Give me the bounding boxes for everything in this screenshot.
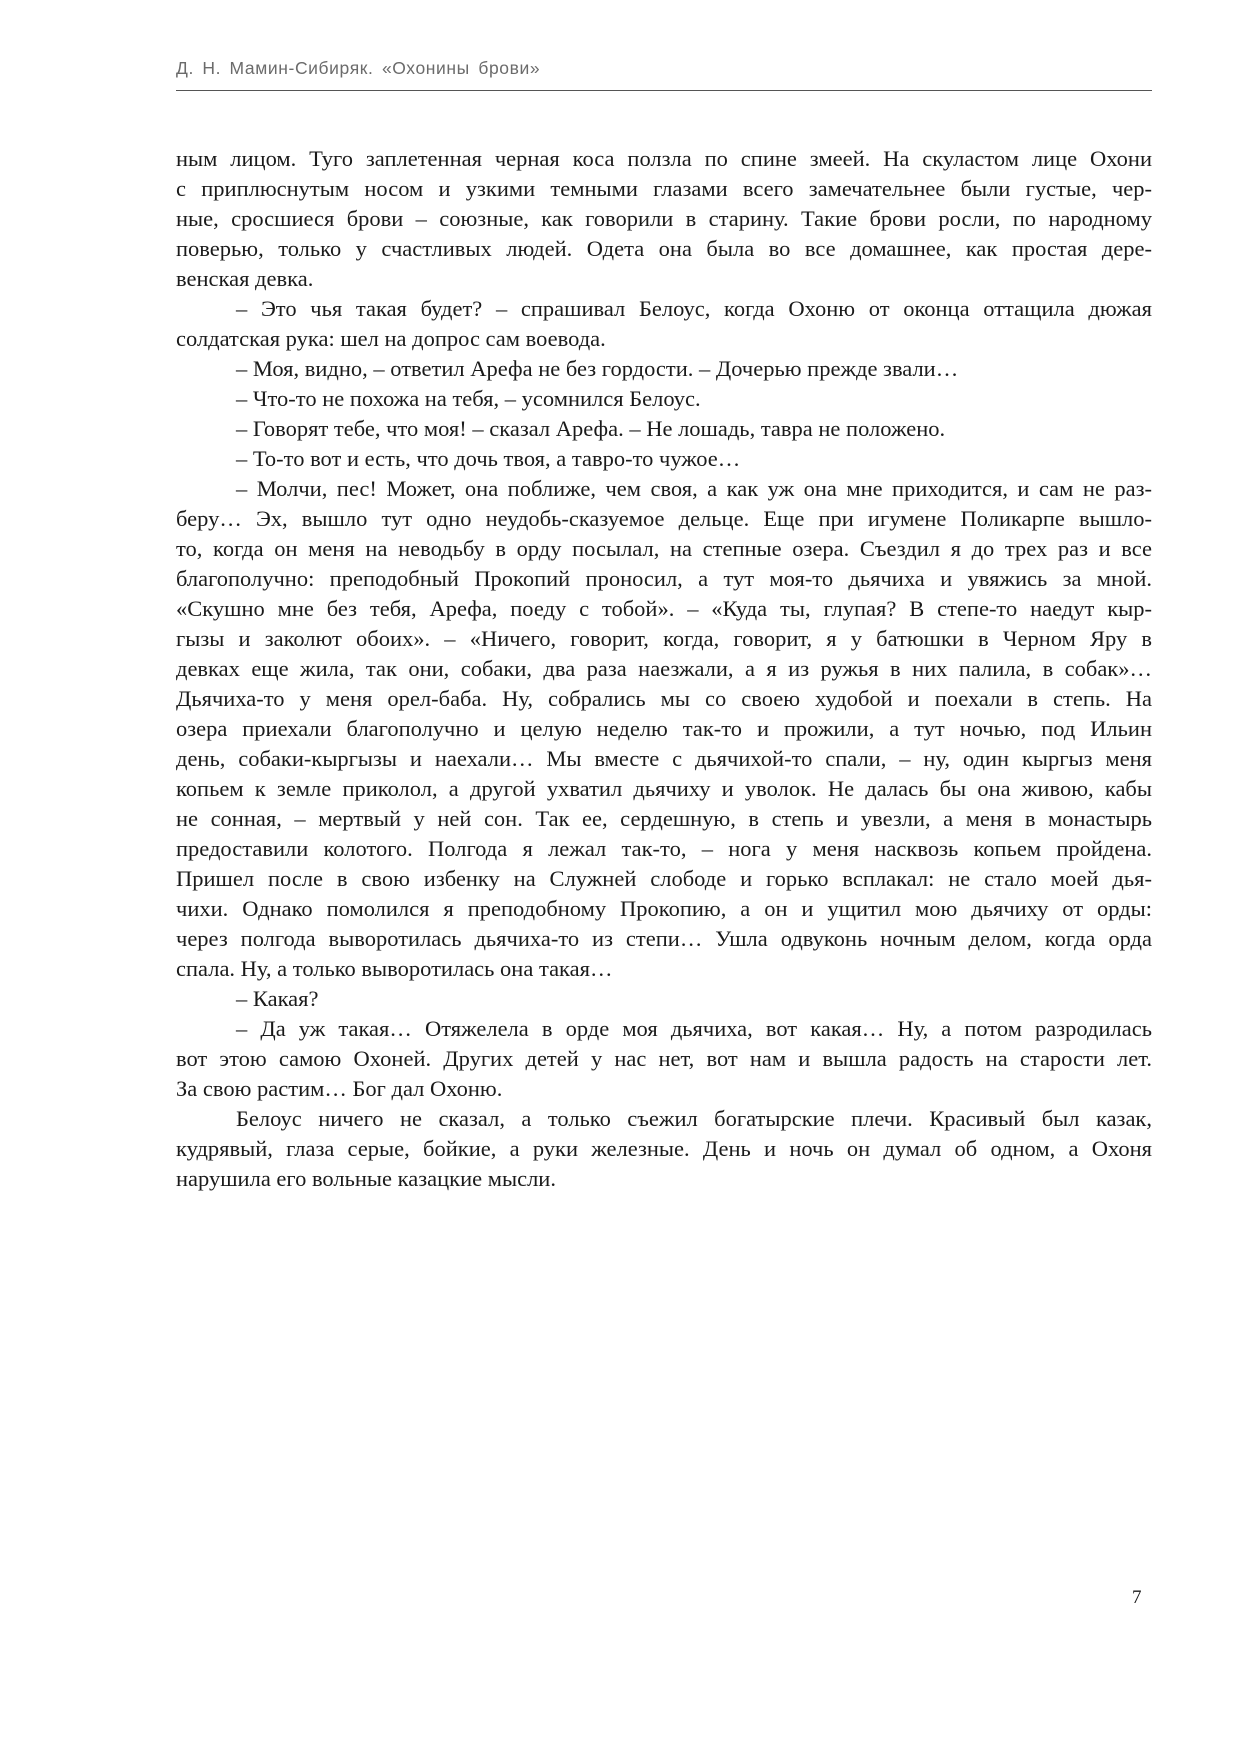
text-line: – Что-то не похожа на тебя, – усомнился Белоус. — [236, 386, 701, 411]
text-line: озера приехали благополучно и целую неделю так-то и прожили, а тут ночью, под Ильин — [176, 716, 1152, 741]
text-line: – Это чья такая будет? – спрашивал Белоус, когда Охоню от оконца оттащила дюжая — [236, 296, 1152, 321]
text-line: беру… Эх, вышло тут одно неудобь-сказуемое дельце. Еще при игумене Поликарпе вышло- — [176, 506, 1152, 531]
text-line: – То-то вот и есть, что дочь твоя, а тавро-то чужое… — [236, 446, 741, 471]
text-line: солдатская рука: шел на допрос сам воевода. — [176, 326, 606, 351]
text-line: – Да уж такая… Отяжелела в орде моя дьячиха, вот какая… Ну, а потом разродилась — [236, 1016, 1152, 1041]
text-line: кудрявый, глаза серые, бойкие, а руки железные. День и ночь он думал об одном, а Охоня — [176, 1136, 1152, 1161]
text-line: копьем к земле приколол, а другой ухватил дьячиху и уволок. Не далась бы она живою, кабы — [176, 776, 1152, 801]
text-line: «Скушно мне без тебя, Арефа, поеду с тобой». – «Куда ты, глупая? В степе-то наедут кыр- — [176, 596, 1152, 621]
text-line: предоставили колотого. Полгода я лежал так-то, – нога у меня насквозь копьем пройдена. — [176, 836, 1152, 861]
text-line: гызы и заколют обоих». – «Ничего, говорит, когда, говорит, я у батюшки в Черном Яру в — [176, 626, 1152, 651]
text-line: чихи. Однако помолился я преподобному Прокопию, а он и ущитил мою дьячиху от орды: — [176, 896, 1152, 921]
text-line: венская девка. — [176, 266, 314, 291]
text-line: – Какая? — [236, 986, 319, 1011]
page-number: 7 — [1132, 1587, 1142, 1608]
text-line: не сонная, – мертвый у ней сон. Так ее, сердешную, в степь и увезли, а меня в монастырь — [176, 806, 1152, 831]
text-line: благополучно: преподобный Прокопий проносил, а тут моя-то дьячиха и увяжись за мной. — [176, 566, 1152, 591]
text-line: – Моя, видно, – ответил Арефа не без гордости. – Дочерью прежде звали… — [236, 356, 959, 381]
running-header — [176, 56, 1152, 91]
text-line: день, собаки-кыргызы и наехали… Мы вместе с дьячихой-то спали, – ну, один кыргыз меня — [176, 746, 1152, 771]
text-line: вот этою самою Охоней. Других детей у нас нет, вот нам и вышла радость на старости лет. — [176, 1046, 1152, 1071]
text-line: – Говорят тебе, что моя! – сказал Арефа. – Не лошадь, тавра не положено. — [236, 416, 946, 441]
text-line: Дьячиха-то у меня орел-баба. Ну, собрались мы со своею худобой и поехали в степь. На — [176, 686, 1152, 711]
text-line: Белоус ничего не сказал, а только съежил богатырские плечи. Красивый был казак, — [236, 1106, 1152, 1131]
text-line: то, когда он меня на неводьбу в орду посылал, на степные озера. Съездил я до трех раз и все — [176, 536, 1152, 561]
text-line: ные, сросшиеся брови – союзные, как говорили в старину. Такие брови росли, по народному — [176, 206, 1152, 231]
text-line: поверью, только у счастливых людей. Одета она была во все домашнее, как простая дере- — [176, 236, 1152, 261]
text-line: ным лицом. Туго заплетенная черная коса ползла по спине змеей. На скуластом лице Охони — [176, 146, 1152, 171]
body-text — [176, 144, 1152, 1194]
text-line: с приплюснутым носом и узкими темными глазами всего замечательнее были густые, чер- — [176, 176, 1152, 201]
text-line: девках еще жила, так они, собаки, два раза наезжали, а я из ружья в них палила, в собак»… — [176, 656, 1152, 681]
text-line: Пришел после в свою избенку на Служней слободе и горько всплакал: не стало моей дья- — [176, 866, 1152, 891]
text-line: За свою растим… Бог дал Охоню. — [176, 1076, 503, 1101]
text-line: через полгода выворотилась дьячиха-то из степи… Ушла одвуконь ночным делом, когда орда — [176, 926, 1152, 951]
text-line: – Молчи, пес! Может, она поближе, чем своя, а как уж она мне приходится, и сам не раз- — [236, 476, 1152, 501]
running-title: Д. Н. Мамин-Сибиряк. «Охонины брови» — [176, 58, 541, 78]
text-line: нарушила его вольные казацкие мысли. — [176, 1166, 556, 1191]
text-line: спала. Ну, а только выворотилась она такая… — [176, 956, 613, 981]
